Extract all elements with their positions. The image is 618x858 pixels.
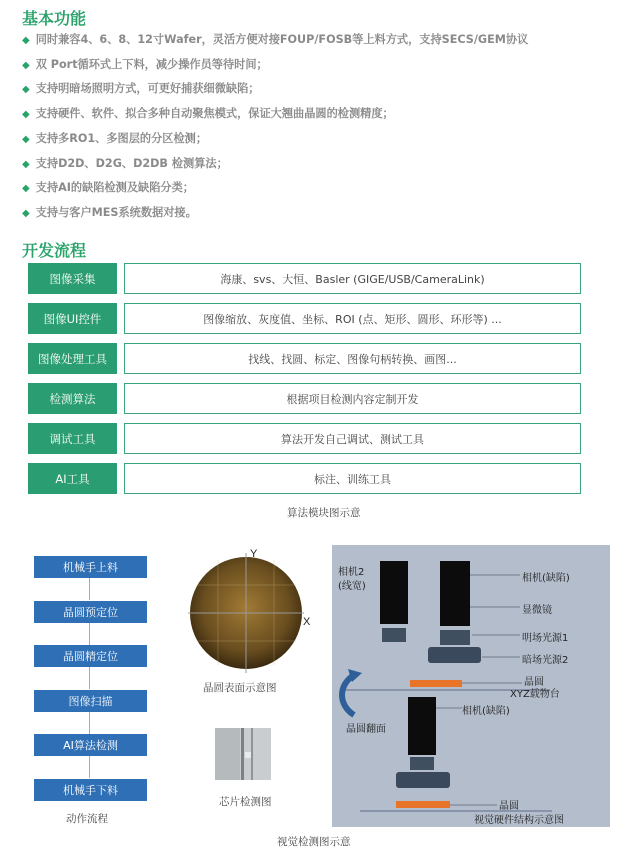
- dark-field-light: [428, 647, 481, 663]
- vision-inspection-caption: 视觉检测图示意: [277, 836, 351, 848]
- feature-text: 双 Port循环式上下料，减少操作员等待时间；: [35, 57, 268, 71]
- dev-step-description: 找线、找圆、标定、图像句柄转换、画图...: [124, 343, 581, 374]
- microscope-lens: [440, 630, 470, 645]
- feature-text: 同时兼容4、6、8、12寸Wafer，灵活方便对接FOUP/FOSB等上料方式，支持SECS/GEM协议: [35, 33, 529, 46]
- wafer-bottom-label: 晶圆: [499, 801, 519, 812]
- feature-text: 支持与客户MES系统数据对接。: [35, 205, 197, 219]
- chip-inspection-caption: 芯片检测图: [219, 796, 272, 808]
- defect-camera-bottom-body: [408, 697, 436, 755]
- feature-text: 支持多RO1、多图层的分区检测；: [35, 131, 208, 145]
- wafer-top: [410, 680, 462, 687]
- dev-step-description: 根据项目检测内容定制开发: [124, 383, 581, 414]
- diamond-bullet-icon: ◆: [22, 35, 30, 46]
- camera2-body: [380, 561, 408, 624]
- wafer-surface-caption: 晶圆表面示意图: [203, 682, 277, 694]
- diamond-bullet-icon: ◆: [22, 158, 30, 170]
- hardware-caption: 视觉硬件结构示意图: [474, 815, 564, 826]
- feature-item: [22, 31, 528, 47]
- dev-step-description: 海康、svs、大恒、Basler (GIGE/USB/CameraLink): [124, 263, 581, 294]
- feature-text: 支持D2D、D2G、D2DB 检测算法；: [35, 156, 228, 170]
- flow-step: 晶圆精定位: [34, 645, 147, 667]
- defect-camera-top-body: [440, 561, 470, 626]
- feature-item: [22, 80, 259, 96]
- defect-camera-top-label: 相机(缺陷): [522, 573, 570, 584]
- microscope-label: 显微镜: [522, 605, 552, 616]
- camera2-sub-label: (线宽): [338, 581, 366, 592]
- flip-label: 晶圆翻面: [346, 724, 386, 735]
- feature-item: [22, 56, 268, 72]
- flow-step: 机械手下料: [34, 779, 147, 801]
- basic-functions-title: 基本功能: [22, 9, 87, 28]
- feature-item: [22, 179, 194, 195]
- camera2-lens: [382, 628, 406, 642]
- flow-arrow-connector: [89, 756, 90, 778]
- dev-step-label: 检测算法: [28, 383, 117, 414]
- wafer-bottom: [396, 801, 450, 808]
- wafer-surface-diagram: [186, 545, 316, 675]
- dev-step-label: 调试工具: [28, 423, 117, 454]
- flow-arrow-connector: [89, 578, 90, 600]
- feature-item: [22, 204, 197, 220]
- flow-arrow-connector: [89, 623, 90, 645]
- dev-step-description: 图像缩放、灰度值、坐标、ROI (点、矩形、圆形、环形等) ...: [124, 303, 581, 334]
- feature-text: 支持硬件、软件、拟合多种自动聚焦模式，保证大翘曲晶圆的检测精度；: [35, 107, 394, 121]
- hardware-drawing: [332, 545, 610, 827]
- flow-step: 图像扫描: [34, 690, 147, 712]
- flow-step: 机械手上料: [34, 556, 147, 578]
- feature-text: 支持明暗场照明方式，可更好捕获细微缺陷；: [35, 82, 260, 96]
- dev-step-description: 算法开发自己调试、测试工具: [124, 423, 581, 454]
- flow-step: AI算法检测: [34, 734, 147, 756]
- dev-step-label: 图像采集: [28, 263, 117, 294]
- camera2-label: 相机2: [338, 567, 365, 578]
- dev-step-label: 图像处理工具: [28, 343, 117, 374]
- x-axis-label: X: [303, 616, 311, 628]
- diamond-bullet-icon: ◆: [22, 59, 30, 71]
- chip-inspection-image: [215, 728, 271, 780]
- flow-arrow-connector: [89, 667, 90, 689]
- dev-step-label: 图像UI控件: [28, 303, 117, 334]
- diamond-bullet-icon: ◆: [22, 133, 30, 145]
- bottom-light: [396, 772, 450, 788]
- bottom-camera-lens: [410, 757, 434, 770]
- feature-text: 支持AI的缺陷检测及缺陷分类；: [35, 181, 194, 195]
- dev-process-title: 开发流程: [22, 241, 87, 260]
- wafer-top-label: 晶圆: [524, 677, 544, 688]
- action-flow-caption: 动作流程: [66, 813, 108, 825]
- defect-camera-bottom-label: 相机(缺陷): [462, 706, 510, 717]
- diamond-bullet-icon: ◆: [22, 183, 30, 195]
- bright-light-label: 明场光源1: [522, 633, 569, 644]
- flow-arrow-connector: [89, 712, 90, 734]
- diamond-bullet-icon: ◆: [22, 84, 30, 96]
- dark-light-label: 暗场光源2: [522, 655, 569, 666]
- hardware-structure-panel: [332, 545, 610, 827]
- feature-item: [22, 105, 394, 121]
- stage-label: XYZ载物台: [510, 689, 560, 700]
- dev-step-description: 标注、训练工具: [124, 463, 581, 494]
- feature-item: [22, 130, 207, 146]
- feature-item: [22, 155, 228, 171]
- algorithm-module-caption: 算法模块图示意: [287, 507, 361, 519]
- diamond-bullet-icon: ◆: [22, 207, 30, 219]
- dev-step-label: AI工具: [28, 463, 117, 494]
- y-axis-label: Y: [250, 548, 258, 560]
- diamond-bullet-icon: ◆: [22, 109, 30, 121]
- flow-step: 晶圆预定位: [34, 601, 147, 623]
